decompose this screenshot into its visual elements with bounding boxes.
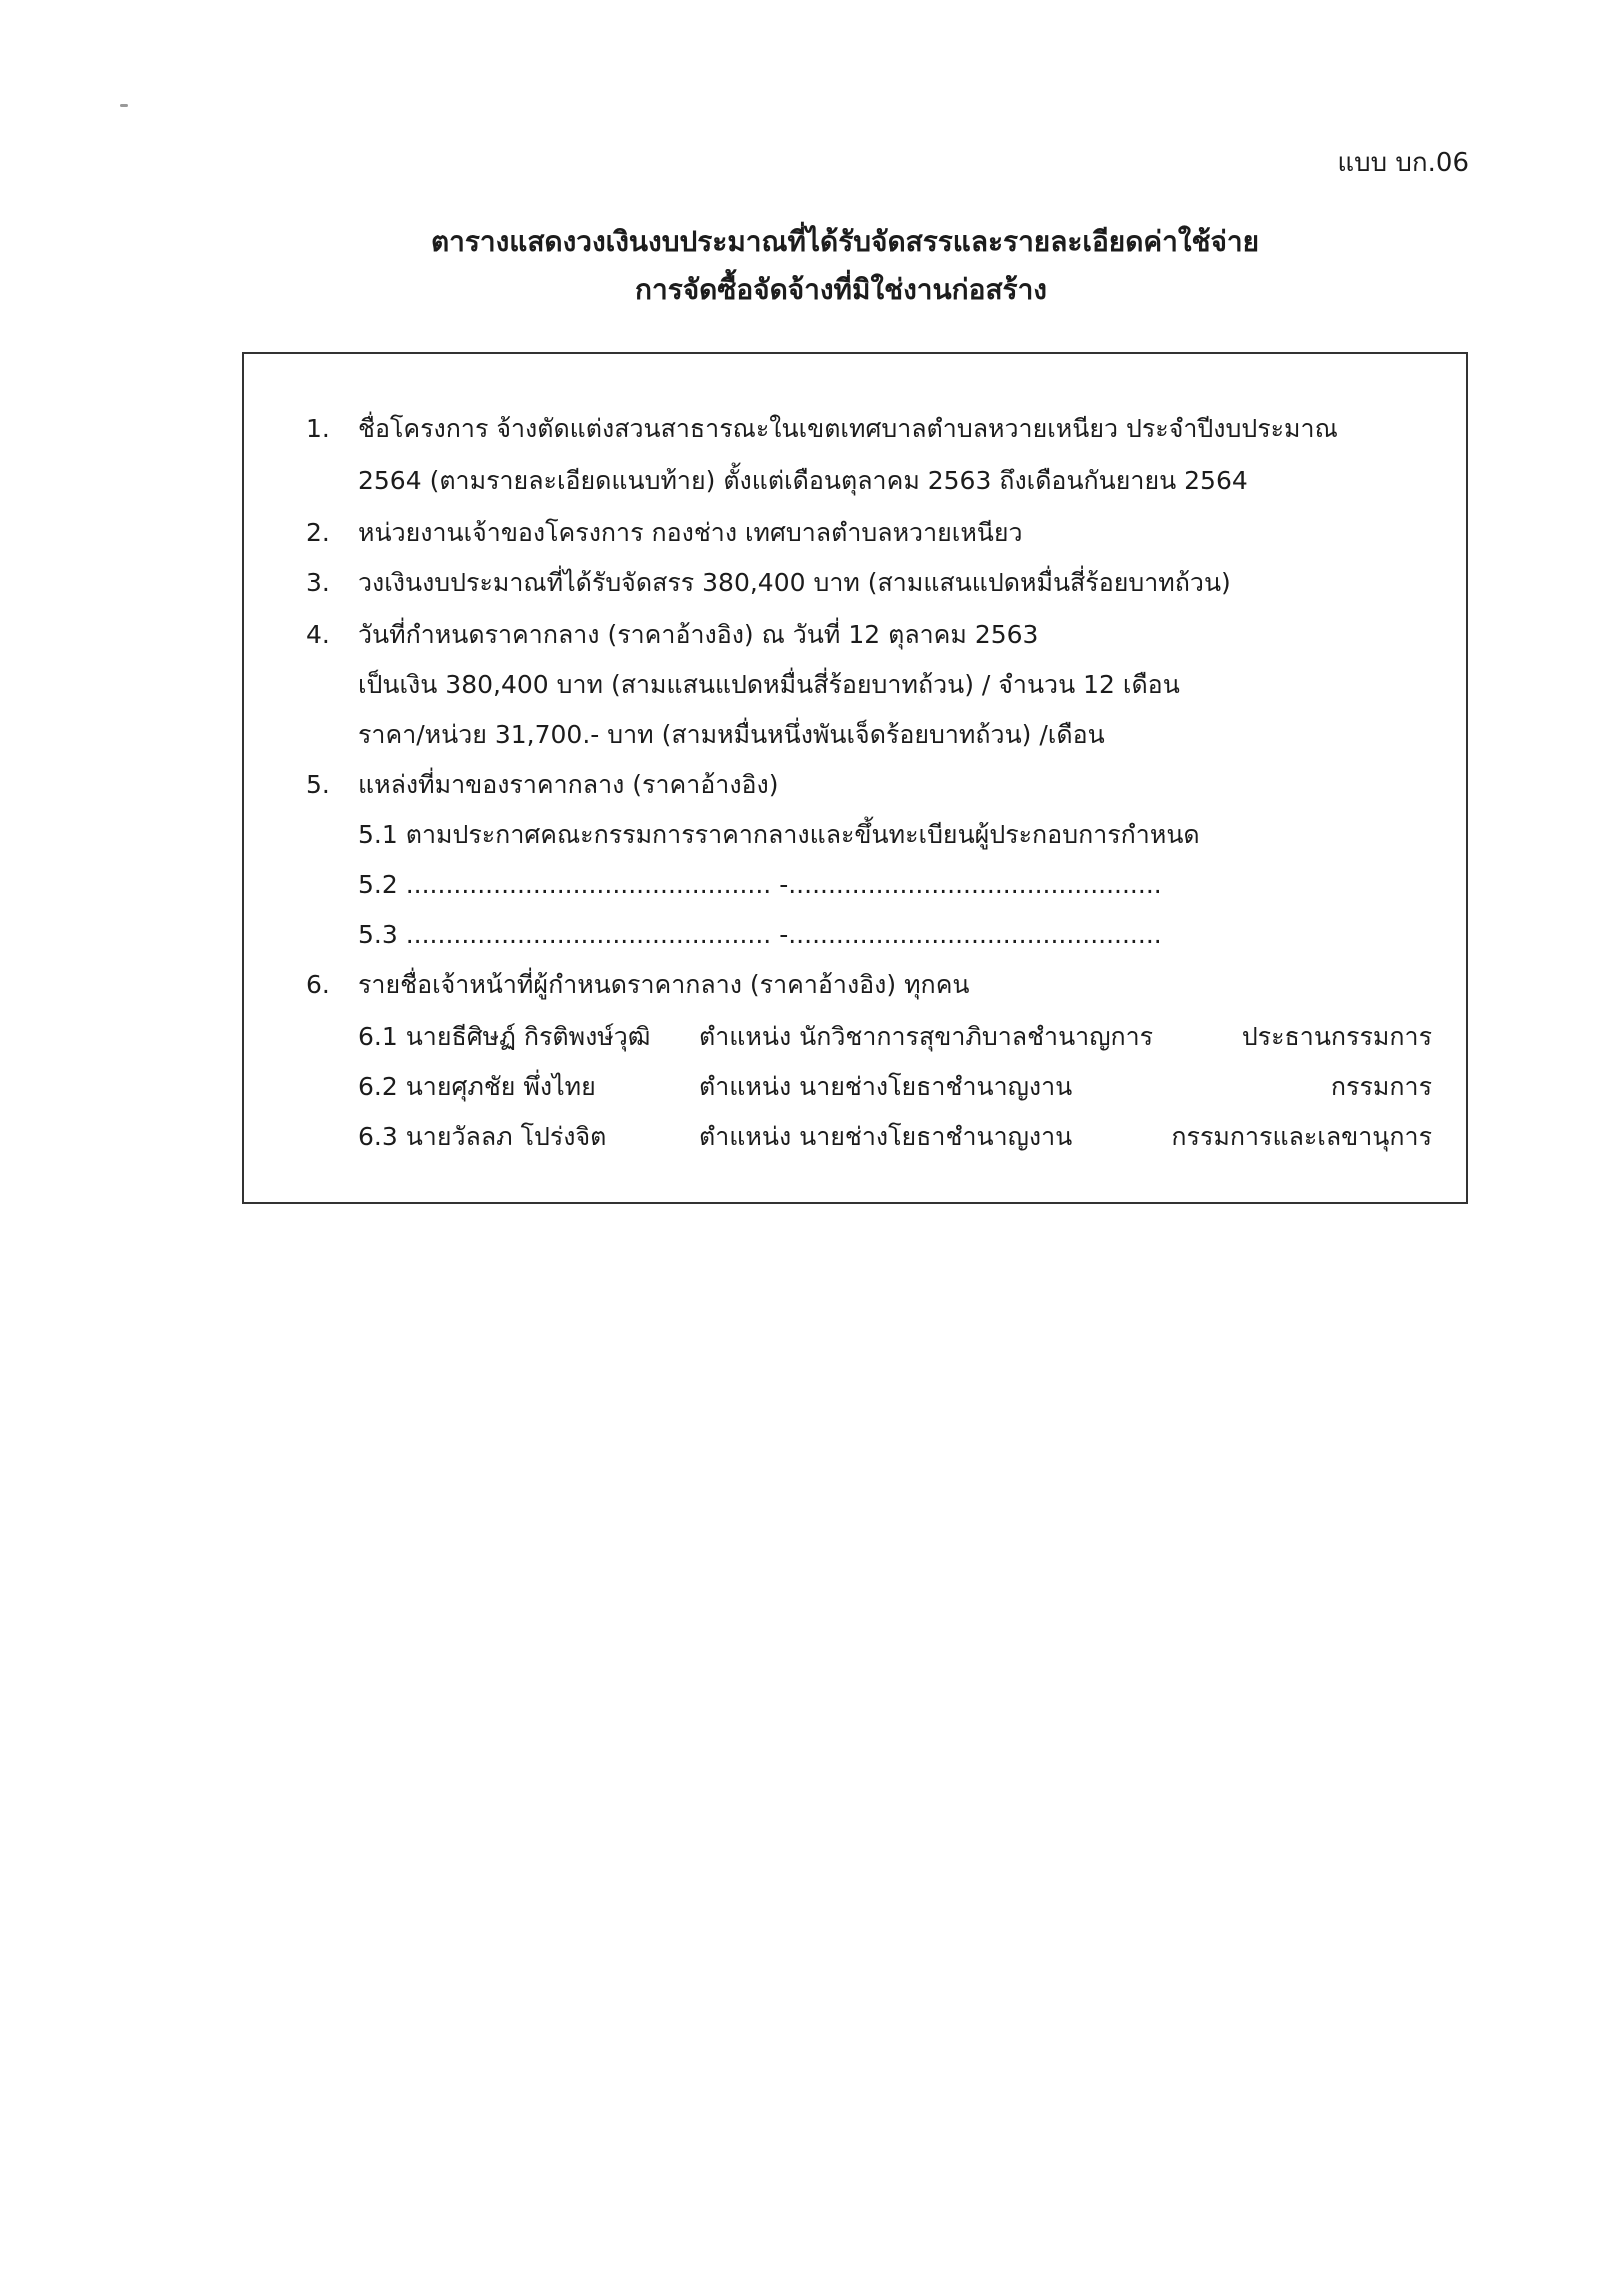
item-2-line1: หน่วยงานเจ้าของโครงการ กองช่าง เทศบาลตำบลหวายเหนียว <box>358 518 1023 547</box>
member-2-position: ตำแหน่ง นายช่างโยธาชำนาญงาน <box>699 1072 1073 1101</box>
item-2-number: 2. <box>306 518 330 547</box>
scan-speck <box>120 104 128 107</box>
member-3-name: 6.3 นายวัลลภ โปร่งจิต <box>358 1122 607 1151</box>
member-3-role: กรรมการและเลขานุการ <box>1171 1122 1432 1151</box>
item-5-sub-3: 5.3 .............................................. -............................................... <box>358 920 1162 949</box>
item-5-sub-2: 5.2 .............................................. -............................................... <box>358 870 1162 899</box>
member-3-position: ตำแหน่ง นายช่างโยธาชำนาญงาน <box>699 1122 1073 1151</box>
item-1-number: 1. <box>306 414 330 443</box>
member-2-role: กรรมการ <box>1330 1072 1432 1101</box>
item-5-line1: แหล่งที่มาของราคากลาง (ราคาอ้างอิง) <box>358 770 779 799</box>
item-6-line1: รายชื่อเจ้าหน้าที่ผู้กำหนดราคากลาง (ราคาอ้างอิง) ทุกคน <box>358 970 970 999</box>
item-1-line2: 2564 (ตามรายละเอียดแนบท้าย) ตั้งแต่เดือนตุลาคม 2563 ถึงเดือนกันยายน 2564 <box>358 466 1248 495</box>
member-1-role: ประธานกรรมการ <box>1241 1022 1432 1051</box>
item-4-number: 4. <box>306 620 330 649</box>
item-4-line2: เป็นเงิน 380,400 บาท (สามแสนแปดหมื่นสี่ร้อยบาทถ้วน) / จำนวน 12 เดือน <box>358 670 1180 699</box>
item-4-line3: ราคา/หน่วย 31,700.- บาท (สามหมื่นหนึ่งพันเจ็ดร้อยบาทถ้วน) /เดือน <box>358 720 1105 749</box>
item-5-sub-1: 5.1 ตามประกาศคณะกรรมการราคากลางและขึ้นทะเบียนผู้ประกอบการกำหนด <box>358 820 1200 849</box>
details-box <box>242 352 1468 1204</box>
item-5-number: 5. <box>306 770 330 799</box>
item-3-line1: วงเงินงบประมาณที่ได้รับจัดสรร 380,400 บาท (สามแสนแปดหมื่นสี่ร้อยบาทถ้วน) <box>358 568 1231 597</box>
member-1-name: 6.1 นายธีศิษฏ์ กิรติพงษ์วุฒิ <box>358 1022 651 1051</box>
document-subtitle: การจัดซื้อจัดจ้างที่มิใช่งานก่อสร้าง <box>635 273 1047 306</box>
item-6-number: 6. <box>306 970 330 999</box>
member-1-position: ตำแหน่ง นักวิชาการสุขาภิบาลชำนาญการ <box>699 1022 1154 1051</box>
form-code: แบบ บก.06 <box>1337 148 1469 178</box>
item-4-line1: วันที่กำหนดราคากลาง (ราคาอ้างอิง) ณ วันที่ 12 ตุลาคม 2563 <box>358 620 1039 649</box>
document-title: ตารางแสดงวงเงินงบประมาณที่ได้รับจัดสรรและรายละเอียดค่าใช้จ่าย <box>430 225 1260 258</box>
item-3-number: 3. <box>306 568 330 597</box>
member-2-name: 6.2 นายศุภชัย พึ่งไทย <box>358 1072 596 1101</box>
item-1-line1: ชื่อโครงการ จ้างตัดแต่งสวนสาธารณะในเขตเทศบาลตำบลหวายเหนียว ประจำปีงบประมาณ <box>358 414 1338 443</box>
